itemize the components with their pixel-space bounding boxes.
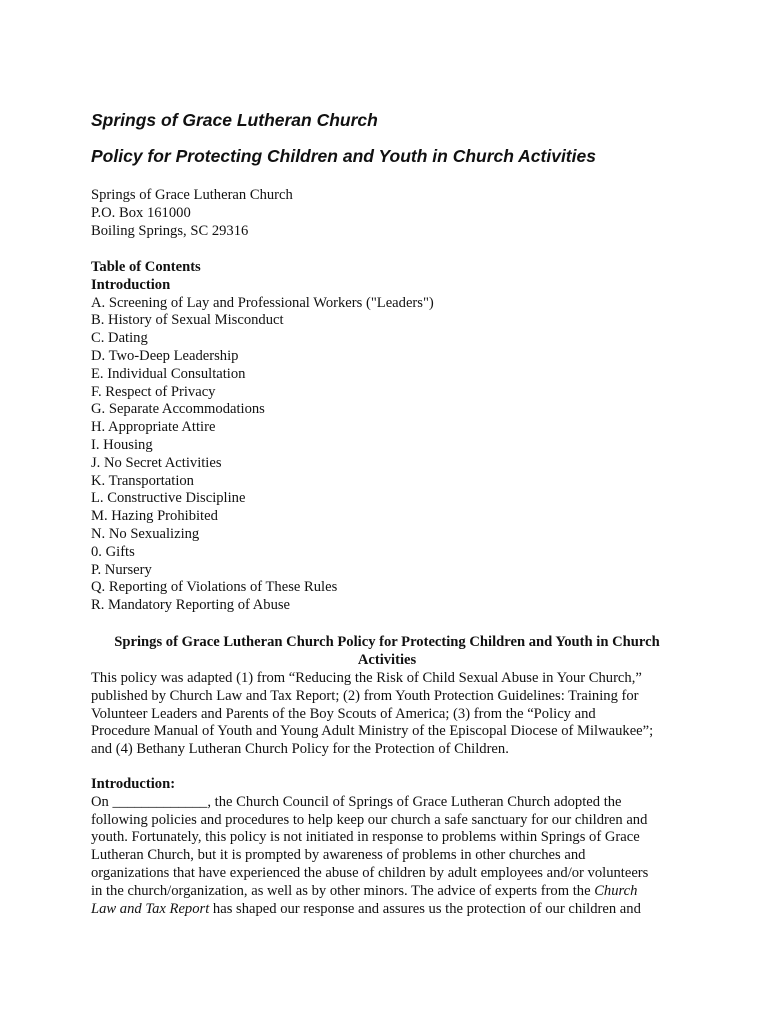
body-text: has shaped our response and assures us the protection of our children and — [209, 900, 641, 917]
policy-heading-line: Springs of Grace Lutheran Church Policy for Protecting Children and Youth in Church — [114, 634, 660, 650]
document-title: Springs of Grace Lutheran Church — [91, 110, 378, 130]
toc-item: N. No Sexualizing — [91, 525, 200, 542]
address-line: Boiling Springs, SC 29316 — [91, 222, 249, 239]
body-line: This policy was adapted (1) from “Reducing the Risk of Child Sexual Abuse in Your Church,” — [91, 670, 642, 686]
body-line — [91, 901, 648, 919]
toc-item: J. No Secret Activities — [91, 454, 222, 471]
body-line: Procedure Manual of Youth and Young Adult Ministry of the Episcopal Diocese of Milwaukee”; — [91, 723, 654, 740]
toc-item: K. Transportation — [91, 472, 194, 489]
toc-item: F. Respect of Privacy — [91, 383, 216, 400]
toc-item: I. Housing — [91, 436, 153, 453]
toc-item: L. Constructive Discipline — [91, 490, 246, 507]
toc-item: E. Individual Consultation — [91, 365, 246, 382]
body-line: youth. Fortunately, this policy is not initiated in response to problems within Springs of Grace — [91, 829, 640, 846]
toc-item: C. Dating — [91, 330, 148, 347]
toc-intro-label: Introduction — [91, 276, 171, 293]
policy-heading-line: Activities — [357, 651, 417, 668]
body-text: in the church/organization, as well as by other minors. The advice of experts from the — [91, 882, 595, 899]
body-line: published by Church Law and Tax Report; (2) from Youth Protection Guidelines: Training for — [91, 687, 639, 704]
toc-item: M. Hazing Prohibited — [91, 508, 218, 525]
italic-title: Church — [594, 882, 638, 899]
toc-item: Q. Reporting of Violations of These Rules — [91, 579, 338, 596]
italic-title: Law and Tax Report — [91, 900, 210, 917]
introduction-section — [91, 776, 648, 918]
church-address — [91, 187, 293, 240]
toc-item: D. Two-Deep Leadership — [91, 347, 239, 364]
body-line: and (4) Bethany Lutheran Church Policy for the Protection of Children. — [91, 741, 509, 758]
body-line: following policies and procedures to help keep our church a safe sanctuary for our children and — [91, 811, 648, 828]
toc-item: 0. Gifts — [91, 543, 135, 560]
body-line: organizations that have experienced the abuse of children by adult employees and/or volunteers — [91, 864, 649, 881]
introduction-heading: Introduction: — [91, 776, 176, 792]
body-line — [91, 883, 648, 901]
toc-heading: Table of Contents — [91, 259, 201, 275]
document-subtitle: Policy for Protecting Children and Youth in Church Activities — [91, 146, 596, 166]
toc-item: H. Appropriate Attire — [91, 419, 216, 436]
toc-item: P. Nursery — [91, 561, 152, 578]
body-line: Lutheran Church, but it is prompted by awareness of problems in other churches and — [91, 847, 586, 864]
address-line: Springs of Grace Lutheran Church — [91, 187, 293, 203]
body-line: On _____________, the Church Council of Springs of Grace Lutheran Church adopted the — [91, 793, 622, 810]
toc-item: A. Screening of Lay and Professional Workers ("Leaders") — [91, 294, 434, 311]
toc-item: R. Mandatory Reporting of Abuse — [91, 597, 291, 614]
table-of-contents — [91, 259, 434, 615]
address-line: P.O. Box 161000 — [91, 204, 191, 221]
body-line: Volunteer Leaders and Parents of the Boy Scouts of America; (3) from the “Policy and — [91, 705, 596, 722]
toc-item: G. Separate Accommodations — [91, 401, 265, 418]
toc-item: B. History of Sexual Misconduct — [91, 312, 284, 329]
policy-section-heading — [91, 634, 683, 670]
policy-section-body — [91, 670, 653, 759]
